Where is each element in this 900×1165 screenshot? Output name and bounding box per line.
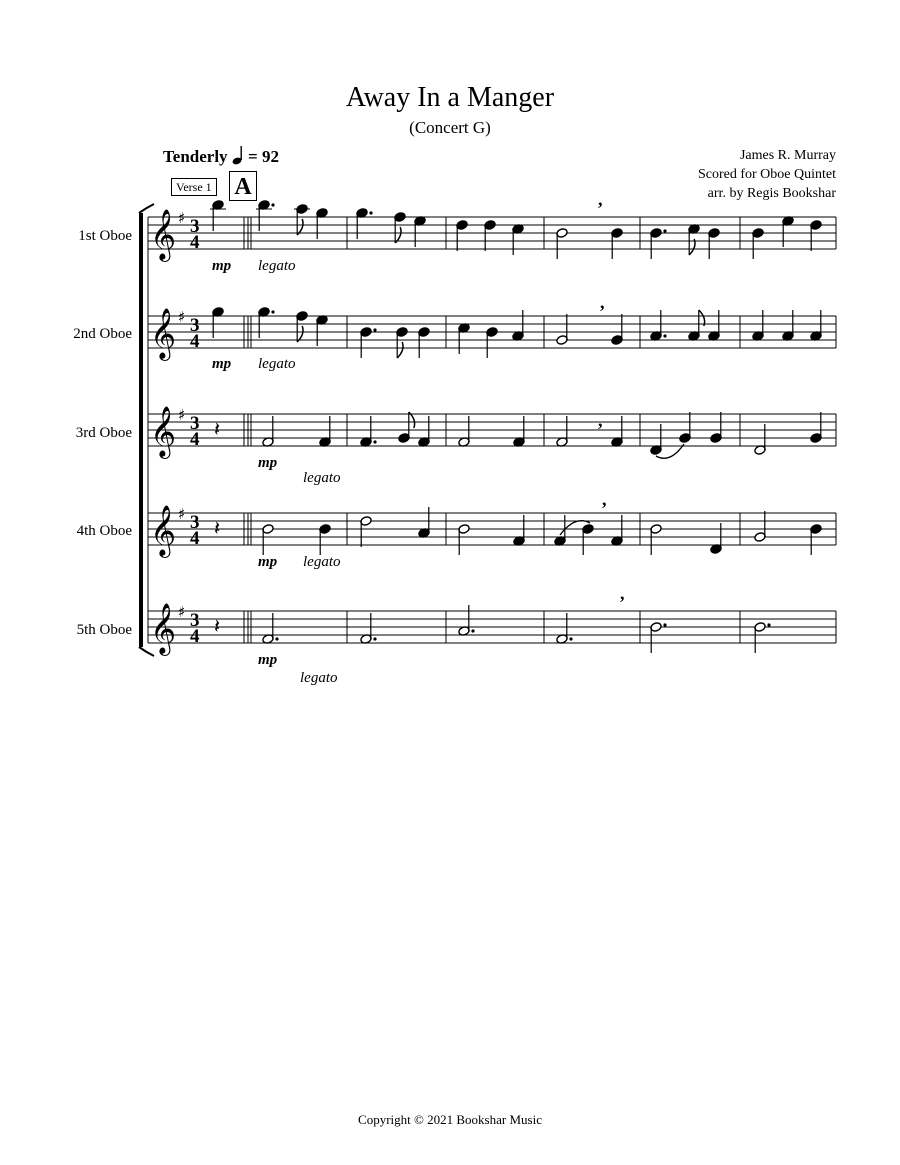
treble-clef-icon: 𝄞 xyxy=(150,505,177,556)
dynamic-marking: mp xyxy=(258,455,278,471)
note-dot xyxy=(373,637,376,640)
time-signature-bottom: 4 xyxy=(190,232,200,253)
time-signature-bottom: 4 xyxy=(190,331,200,352)
breath-mark-icon: , xyxy=(600,292,605,312)
instrument-label-5: 5th Oboe xyxy=(76,622,132,638)
instrument-label-1: 1st Oboe xyxy=(78,228,132,244)
sharp-icon: ♯ xyxy=(178,209,186,227)
time-signature-bottom: 4 xyxy=(190,528,200,549)
tempo-text: Tenderly xyxy=(163,147,228,166)
treble-clef-icon: 𝄞 xyxy=(150,209,177,260)
composer: James R. Murray xyxy=(739,148,836,163)
time-signature-top: 3 xyxy=(190,512,200,533)
time-signature-top: 3 xyxy=(190,610,200,631)
copyright-footer: Copyright © 2021 Bookshar Music xyxy=(358,1112,542,1127)
expression-marking: legato xyxy=(300,670,338,686)
note-flag xyxy=(397,342,403,358)
quarter-rest-icon: 𝄽 xyxy=(214,516,221,540)
note-dot xyxy=(569,637,572,640)
expression-marking: legato xyxy=(258,258,296,274)
expression-marking: legato xyxy=(303,470,341,486)
instrument-label-3: 3rd Oboe xyxy=(75,425,132,441)
breath-mark-icon: , xyxy=(602,489,607,509)
note-dot xyxy=(275,637,278,640)
rehearsal-mark: A xyxy=(229,171,257,201)
sharp-icon: ♯ xyxy=(178,406,186,424)
time-signature-top: 3 xyxy=(190,413,200,434)
breath-mark-icon: , xyxy=(598,410,603,430)
note-dot xyxy=(767,623,770,626)
verse-label: Verse 1 xyxy=(171,178,217,196)
breath-mark-icon: , xyxy=(598,189,603,209)
note-dot xyxy=(373,328,376,331)
sharp-icon: ♯ xyxy=(178,505,186,523)
dynamic-marking: mp xyxy=(212,356,232,372)
sharp-icon: ♯ xyxy=(178,308,186,326)
instrument-label-2: 2nd Oboe xyxy=(73,326,132,342)
note-dot xyxy=(471,629,474,632)
dynamic-marking: mp xyxy=(212,258,232,274)
tempo-bpm: = 92 xyxy=(248,147,279,166)
time-signature-top: 3 xyxy=(190,216,200,237)
treble-clef-icon: 𝄞 xyxy=(150,406,177,457)
note-dot xyxy=(663,229,666,232)
score-subtitle: (Concert G) xyxy=(409,118,491,137)
note-dot xyxy=(271,310,274,313)
sharp-icon: ♯ xyxy=(178,603,186,621)
dynamic-marking: mp xyxy=(258,652,278,668)
scoring: Scored for Oboe Quintet xyxy=(697,167,836,182)
arranger: arr. by Regis Bookshar xyxy=(707,186,836,201)
note-dot xyxy=(663,623,666,626)
expression-marking: legato xyxy=(258,356,296,372)
note-dot xyxy=(663,334,666,337)
quarter-rest-icon: 𝄽 xyxy=(214,614,221,638)
time-signature-top: 3 xyxy=(190,315,200,336)
time-signature-bottom: 4 xyxy=(190,626,200,647)
instrument-label-4: 4th Oboe xyxy=(76,523,132,539)
note-dot xyxy=(369,211,372,214)
dynamic-marking: mp xyxy=(258,554,278,570)
time-signature-bottom: 4 xyxy=(190,429,200,450)
treble-clef-icon: 𝄞 xyxy=(150,603,177,654)
breath-mark-icon: , xyxy=(620,583,625,603)
treble-clef-icon: 𝄞 xyxy=(150,308,177,359)
expression-marking: legato xyxy=(303,554,341,570)
score-title: Away In a Manger xyxy=(345,82,555,113)
note-dot xyxy=(373,440,376,443)
quarter-rest-icon: 𝄽 xyxy=(214,417,221,441)
note-dot xyxy=(271,203,274,206)
